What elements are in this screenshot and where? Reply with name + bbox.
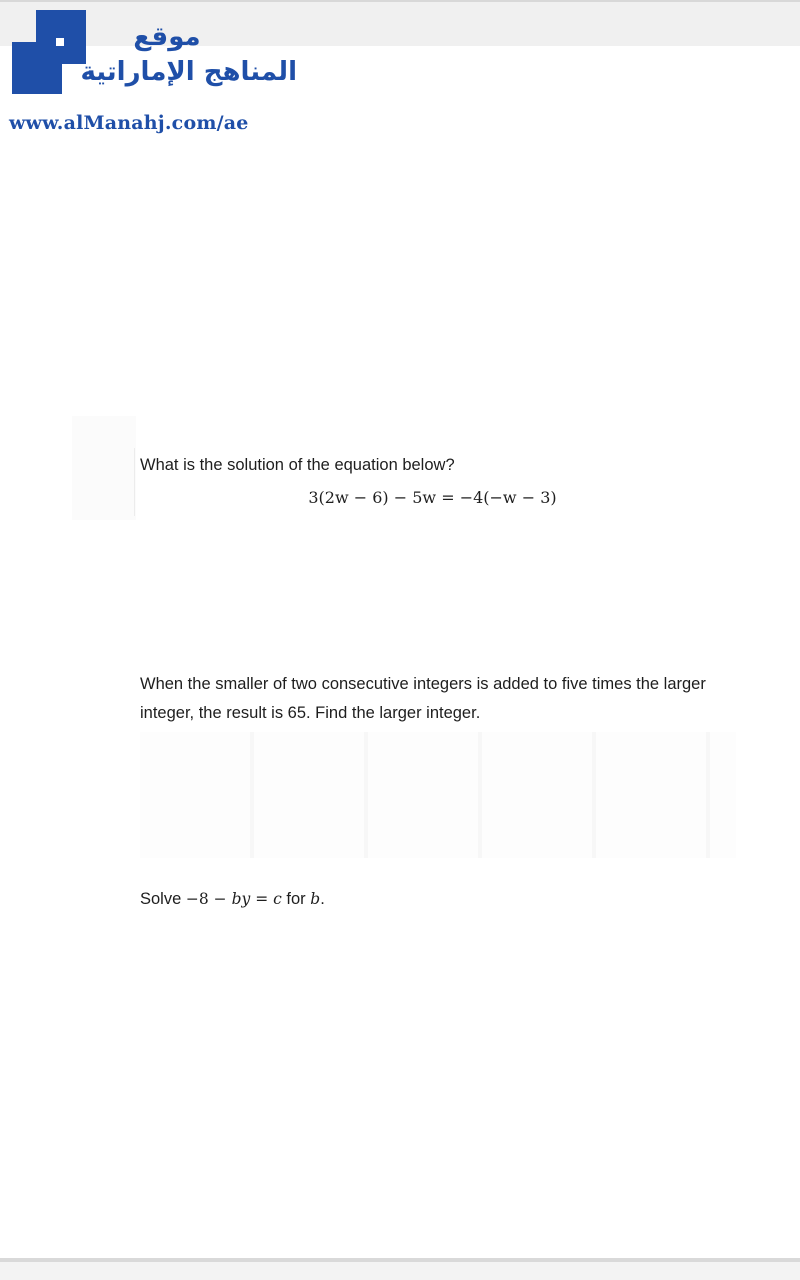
question-1-equation: 3(2w − 6) − 5w = −4(−w − 3) xyxy=(308,488,557,507)
scan-artifact-line xyxy=(134,448,135,516)
logo-arabic-title: موقع xyxy=(133,22,201,52)
question-3-prefix: Solve xyxy=(140,890,182,908)
document-page[interactable] xyxy=(0,46,800,1258)
question-3-text xyxy=(140,885,750,914)
question-3-suffix: . xyxy=(320,890,325,908)
question-1-text: What is the solution of the equation below? xyxy=(140,456,455,474)
bottom-area xyxy=(0,1262,800,1280)
question-2-text: When the smaller of two consecutive integers is added to five times the larger integer, the result is 65. Find the larger integer. xyxy=(140,675,706,722)
question-3-var-c: c xyxy=(273,890,282,908)
top-border xyxy=(0,0,800,2)
question-3-var-b: b xyxy=(231,890,242,908)
question-3-equation-lead: −8 − xyxy=(185,890,232,908)
question-3-equals: = xyxy=(250,890,274,908)
logo-url: www.alManahj.com/ae xyxy=(9,112,249,134)
logo-mark-icon xyxy=(12,10,86,94)
scan-artifact-grid xyxy=(140,732,736,858)
site-logo xyxy=(9,10,312,140)
scan-artifact xyxy=(72,416,136,520)
question-3-var-y: y xyxy=(241,890,251,908)
logo-arabic-subtitle: المناهج الإماراتية xyxy=(80,57,297,87)
question-3-target: b xyxy=(310,890,321,908)
question-3-middle: for xyxy=(281,890,311,908)
